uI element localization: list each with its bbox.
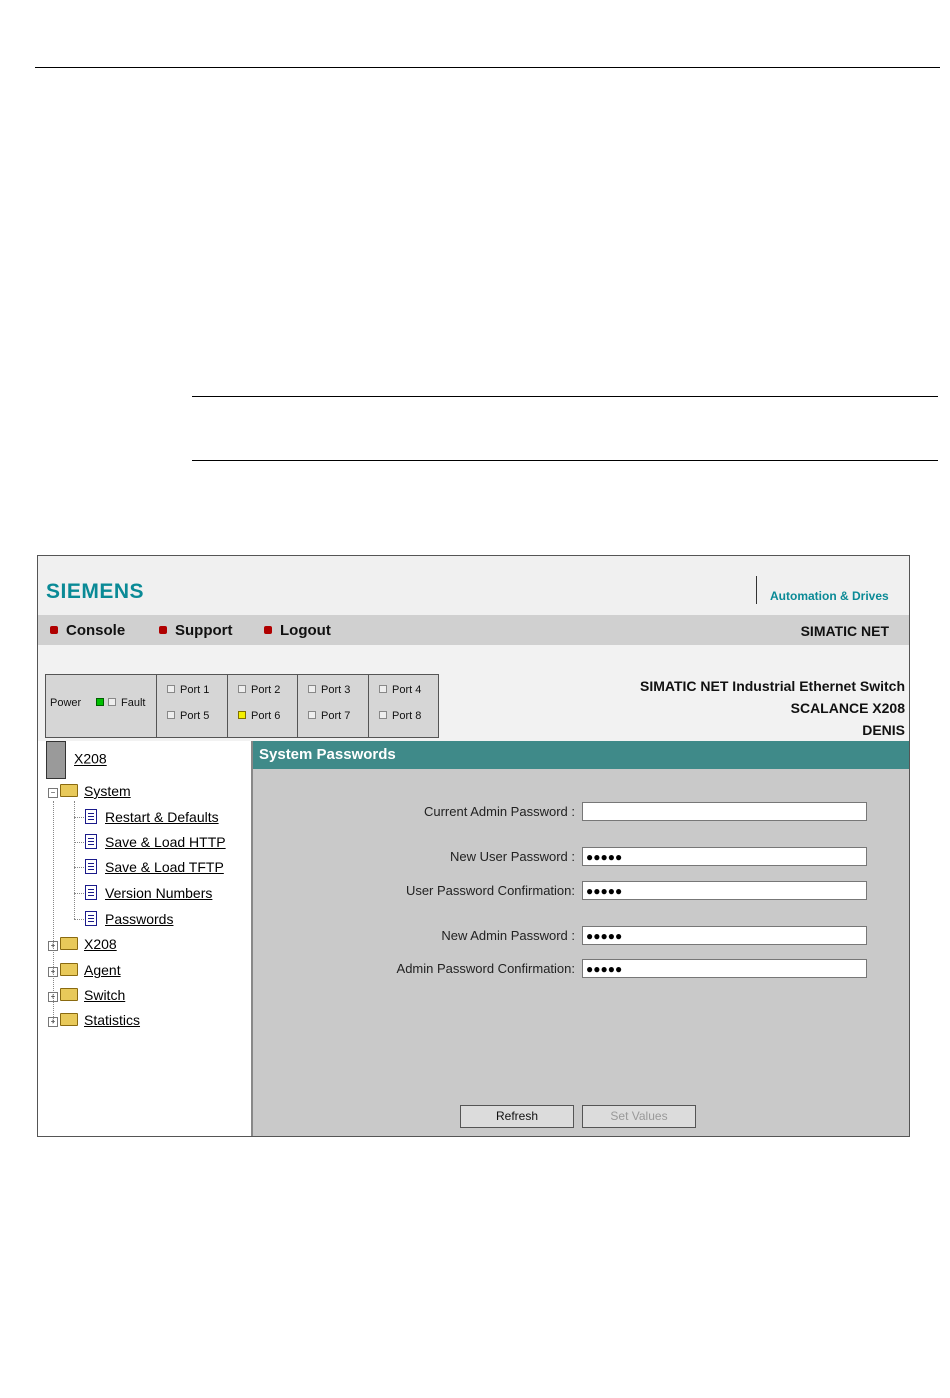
new-user-password-input[interactable]: [582, 847, 867, 866]
status-led-icon: [264, 626, 272, 634]
folder-icon: [60, 988, 78, 1001]
power-fault-panel: [45, 674, 157, 738]
device-model: SCALANCE X208: [790, 700, 905, 716]
new-admin-password-input[interactable]: [582, 926, 867, 945]
tree-item-version-numbers[interactable]: [85, 885, 212, 901]
tree-connector: [74, 842, 84, 843]
led-off-icon: [379, 711, 387, 719]
port-label: Port 3: [321, 684, 351, 696]
expand-icon[interactable]: +: [48, 992, 58, 1002]
tree-connector: [74, 867, 84, 868]
port-label: Port 6: [251, 710, 281, 722]
page-icon: [85, 885, 97, 900]
port-label: Port 7: [321, 710, 351, 722]
menu-support-label: Support: [175, 622, 233, 639]
port-2-indicator: [238, 684, 280, 696]
port-panel-2-6: [227, 674, 298, 738]
new-admin-password-label: New Admin Password :: [441, 928, 575, 943]
refresh-button[interactable]: Refresh: [460, 1105, 574, 1128]
current-admin-password-input[interactable]: [582, 802, 867, 821]
tree-item-save-load-tftp[interactable]: [85, 859, 224, 875]
led-yellow-icon: [238, 711, 246, 719]
folder-icon: [60, 963, 78, 976]
tree-root-label: X208: [74, 750, 107, 767]
note-rule-bottom: [192, 460, 938, 461]
page-icon: [85, 834, 97, 849]
port-4-indicator: [379, 684, 421, 696]
port-6-indicator: [238, 710, 280, 722]
port-label: Port 4: [392, 684, 422, 696]
tree-folder-label: X208: [84, 936, 117, 952]
page-title-bar: [253, 741, 909, 769]
tree-connector: [74, 801, 75, 919]
top-rule: [35, 67, 940, 68]
tree-connector: [74, 919, 84, 920]
port-7-indicator: [308, 710, 350, 722]
device-info: [640, 675, 905, 741]
collapse-icon[interactable]: −: [48, 788, 58, 798]
menu-logout[interactable]: [264, 622, 331, 639]
tree-folder-label: Statistics: [84, 1012, 141, 1028]
status-led-icon: [159, 626, 167, 634]
admin-password-confirmation-input[interactable]: [582, 959, 867, 978]
folder-icon: [60, 937, 78, 950]
status-area: [38, 645, 909, 741]
menu-logout-label: Logout: [280, 622, 331, 639]
page-icon: [85, 809, 97, 824]
port-1-indicator: [167, 684, 209, 696]
led-green-icon: [96, 698, 104, 706]
menu-bar: [38, 615, 909, 645]
tree-item-label: Passwords: [105, 911, 174, 927]
switch-device-icon: [46, 741, 66, 779]
tree-folder-switch[interactable]: [48, 987, 125, 1003]
led-off-icon: [167, 711, 175, 719]
current-admin-password-label: Current Admin Password :: [423, 804, 575, 819]
tree-folder-label: Switch: [84, 987, 126, 1003]
fault-indicator: [108, 697, 145, 709]
folder-open-icon: [60, 784, 78, 797]
page-icon: [85, 859, 97, 874]
tree-connector: [74, 817, 84, 818]
page-title: System Passwords: [259, 746, 396, 763]
siemens-logo: SIEMENS: [46, 580, 145, 603]
port-3-indicator: [308, 684, 350, 696]
status-led-icon: [50, 626, 58, 634]
tree-item-label: Version Numbers: [105, 885, 213, 901]
set-values-button[interactable]: Set Values: [582, 1105, 696, 1128]
admin-password-confirmation-label: Admin Password Confirmation:: [396, 961, 575, 976]
power-label: Power: [50, 697, 82, 709]
expand-icon[interactable]: +: [48, 967, 58, 977]
content-panel: [253, 741, 909, 1136]
note-rule-top: [192, 396, 938, 397]
expand-icon[interactable]: +: [48, 1017, 58, 1027]
tree-item-restart-defaults[interactable]: [85, 809, 219, 825]
port-label: Port 8: [392, 710, 422, 722]
tree-root-x208[interactable]: [46, 741, 107, 779]
device-name: DENIS: [862, 722, 905, 738]
led-off-icon: [167, 685, 175, 693]
product-name: SIMATIC NET: [800, 623, 889, 639]
port-5-indicator: [167, 710, 209, 722]
port-panel-1-5: [156, 674, 228, 738]
port-label: Port 5: [180, 710, 210, 722]
port-8-indicator: [379, 710, 421, 722]
led-off-icon: [238, 685, 246, 693]
port-panel-4-8: [368, 674, 439, 738]
tree-item-label: Restart & Defaults: [105, 809, 219, 825]
menu-console[interactable]: [50, 622, 125, 639]
device-title: SIMATIC NET Industrial Ethernet Switch: [640, 678, 905, 694]
tree-folder-statistics[interactable]: [48, 1012, 140, 1028]
tree-item-label: Save & Load HTTP: [105, 834, 226, 850]
tree-folder-label: Agent: [84, 962, 121, 978]
header: [38, 556, 909, 615]
header-divider: [756, 576, 757, 604]
led-off-icon: [379, 685, 387, 693]
port-label: Port 2: [251, 684, 281, 696]
folder-icon: [60, 1013, 78, 1026]
menu-console-label: Console: [66, 622, 126, 639]
tagline: Automation & Drives: [770, 589, 889, 603]
tree-item-save-load-http[interactable]: [85, 834, 226, 850]
web-management-window: [37, 555, 910, 1137]
expand-icon[interactable]: +: [48, 941, 58, 951]
led-off-icon: [308, 711, 316, 719]
new-user-password-label: New User Password :: [450, 849, 575, 864]
user-password-confirmation-input[interactable]: [582, 881, 867, 900]
tree-connector: [74, 893, 84, 894]
tree-node-label: System: [84, 783, 131, 799]
fault-label: Fault: [121, 697, 146, 709]
page-icon: [85, 911, 97, 926]
user-password-confirmation-label: User Password Confirmation:: [405, 883, 575, 898]
tree-item-label: Save & Load TFTP: [105, 859, 224, 875]
tree-folder-x208[interactable]: [48, 936, 117, 952]
tree-item-passwords[interactable]: [85, 911, 173, 927]
port-label: Port 1: [180, 684, 210, 696]
led-off-icon: [108, 698, 116, 706]
tree-node-system[interactable]: [48, 783, 131, 799]
tree-folder-agent[interactable]: [48, 962, 121, 978]
navigation-tree: [38, 741, 253, 1136]
port-panel-3-7: [297, 674, 369, 738]
led-off-icon: [308, 685, 316, 693]
menu-support[interactable]: [159, 622, 233, 639]
